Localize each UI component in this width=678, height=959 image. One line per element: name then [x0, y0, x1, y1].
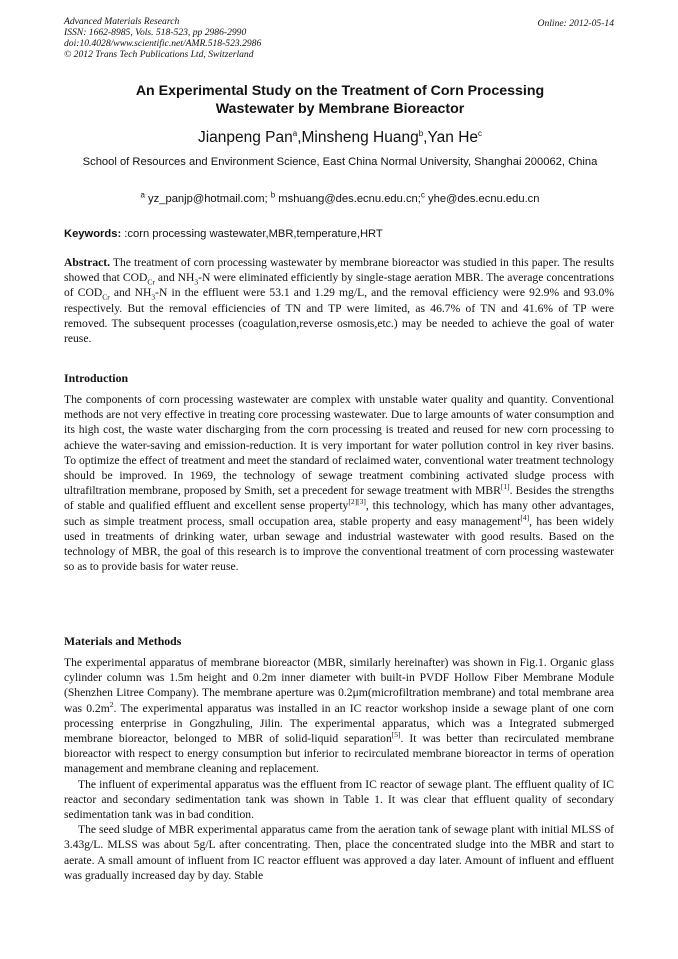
author-3-marker: c — [478, 128, 483, 138]
citation-ref: [5] — [391, 730, 401, 740]
methods-body — [64, 655, 614, 883]
methods-heading: Materials and Methods — [64, 634, 182, 648]
keywords-label: Keywords: — [64, 228, 122, 240]
abstract-label: Abstract. — [64, 256, 111, 269]
title-line-2: Wastewater by Membrane Bioreactor — [215, 101, 465, 117]
abstract — [64, 255, 614, 346]
methods-text: . The experimental apparatus was installed in an IC reactor workshop inside a sewage plant of one corn processing enterprise in Gongzhuling, Jilin. The experimental apparatus, which was a Integrated submerged membrane bioreactor, belonged to MBR of solid-liquid separation — [64, 701, 614, 746]
doi-line: doi:10.4028/www.scientific.net/AMR.518-523.2986 — [64, 38, 262, 49]
journal-name: Advanced Materials Research — [64, 16, 180, 27]
author-3: ,Yan He — [423, 129, 479, 146]
methods-text: . It was better than recirculated membrane bioreactor with respect to energy consumption but inferior to recirculated membrane bioreactor in terms of operation management and membrane cleaning and replacement. — [64, 732, 614, 776]
author-1: Jianpeng Pan — [197, 129, 293, 146]
subscript: Cr — [147, 277, 155, 287]
intro-text: , this technology, which has many other advantages, such as simple treatment process, small occupation area, stable property and easy management — [64, 499, 614, 528]
subscript: Cr — [102, 292, 110, 302]
email-marker-b: b — [270, 190, 276, 200]
keywords-text: :corn processing wastewater,MBR,temperature,HRT — [121, 228, 383, 240]
author-list — [64, 129, 616, 147]
abstract-text: The treatment of corn processing wastewater by membrane bioreactor was studied in this paper. The results showed that COD — [64, 256, 614, 285]
author-emails — [64, 192, 616, 207]
email-marker-a: a — [140, 190, 145, 200]
subscript: 3 — [151, 292, 156, 302]
abstract-text: -N were eliminated efficiently by single-stage aeration MBR. The average concentrations of COD — [64, 271, 614, 300]
paper-title — [64, 82, 616, 118]
author-2-marker: b — [418, 128, 424, 138]
email-a: yz_panjp@hotmail.com; — [144, 193, 271, 205]
online-date: Online: 2012-05-14 — [537, 18, 614, 29]
affiliation: School of Resources and Environment Science, East China Normal University, Shanghai 200062, China — [82, 156, 598, 168]
introduction-heading: Introduction — [64, 371, 129, 385]
abstract-text: -N in the effluent were 53.1 and 1.29 mg/L, and the removal efficiency were 92.9% and 93.0% respectively. But the removal efficiencies of TN and TP were limited, as 46.7% of TN and 41.6% of TP were removed. The subsequent processes (coagulation,reverse osmosis,etc.) may be needed to achieve the goal of water reuse. — [64, 286, 614, 346]
issn-line: ISSN: 1662-8985, Vols. 518-523, pp 2986-2990 — [64, 27, 247, 38]
abstract-text: and NH — [154, 271, 195, 285]
citation-ref: [4] — [520, 512, 530, 522]
author-1-marker: a — [292, 128, 298, 138]
citation-ref: [2][3] — [348, 497, 366, 507]
intro-text: The components of corn processing wastewater are complex with unstable water quality and quantity. Conventional methods are not very effective in treating core processing wastewater. Due to large amounts of water consumption and its high cost, the waste water discharging from the corn processing is treated and reused for new corn processing to achieve the water-saving and emission-reduction. It is very important for water pollution control in key river basins. To optimize the effect of treatment and meet the standard of reclaimed water, conventional water treatment technology should be improved. In 1969, the technology of sewage treatment combining activated sludge process with ultrafiltration membrane, proposed by Smith, set a precedent for sewage treatment with MBR — [64, 393, 614, 498]
title-line-1: An Experimental Study on the Treatment of Corn Processing — [135, 83, 545, 99]
introduction-body — [64, 392, 614, 574]
journal-header — [64, 16, 616, 60]
intro-text: , has been widely used in treatments of drinking water, urban sewage and industrial wastewater with good results. Based on the technology of MBR, the goal of this research is to improve the conventional treatment of corn processing wastewater so as to provide basis for water reuse. — [64, 514, 614, 574]
subscript: 3 — [194, 277, 199, 287]
keywords — [64, 227, 616, 242]
email-marker-c: c — [420, 190, 425, 200]
email-c: yhe@des.ecnu.edu.cn — [424, 193, 540, 205]
methods-paragraph-2: The influent of experimental apparatus was the effluent from IC reactor of sewage plant. The effluent quality of IC reactor and secondary sedimentation tank was shown in Table 1. It was clear that effluent quality of secondary sedimentation tank was in bad condition. — [64, 777, 614, 822]
citation-ref: [1] — [500, 482, 510, 492]
intro-text: . Besides the strengths of stable and qualified effluent and excellent sense property — [64, 484, 614, 513]
author-2: ,Minsheng Huang — [297, 129, 419, 146]
abstract-text: and NH — [109, 286, 152, 300]
superscript: 2 — [109, 699, 114, 709]
methods-text: The experimental apparatus of membrane bioreactor (MBR, similarly hereinafter) was shown in Fig.1. Organic glass cylinder column was 1.5m height and 0.2m inner diameter with built-in PVDF Hollow Fiber Membrane Module (Shenzhen Litree Company). The membrane aperture was 0.2μm(microfiltration membrane) and total membrane area was 0.2m — [64, 656, 614, 715]
copyright-line: © 2012 Trans Tech Publications Ltd, Switzerland — [64, 49, 254, 60]
methods-paragraph-3: The seed sludge of MBR experimental apparatus came from the aeration tank of sewage plant with initial MLSS of 3.43g/L. MLSS was about 5g/L after concentrating. Then, place the concentrated sludge into the MBR and start to aerate. A small amount of influent from IC reactor effluent was approved a day later. Amount of influent and effluent was gradually increased day by day. Stable — [64, 823, 614, 882]
email-b: mshuang@des.ecnu.edu.cn; — [275, 193, 421, 205]
